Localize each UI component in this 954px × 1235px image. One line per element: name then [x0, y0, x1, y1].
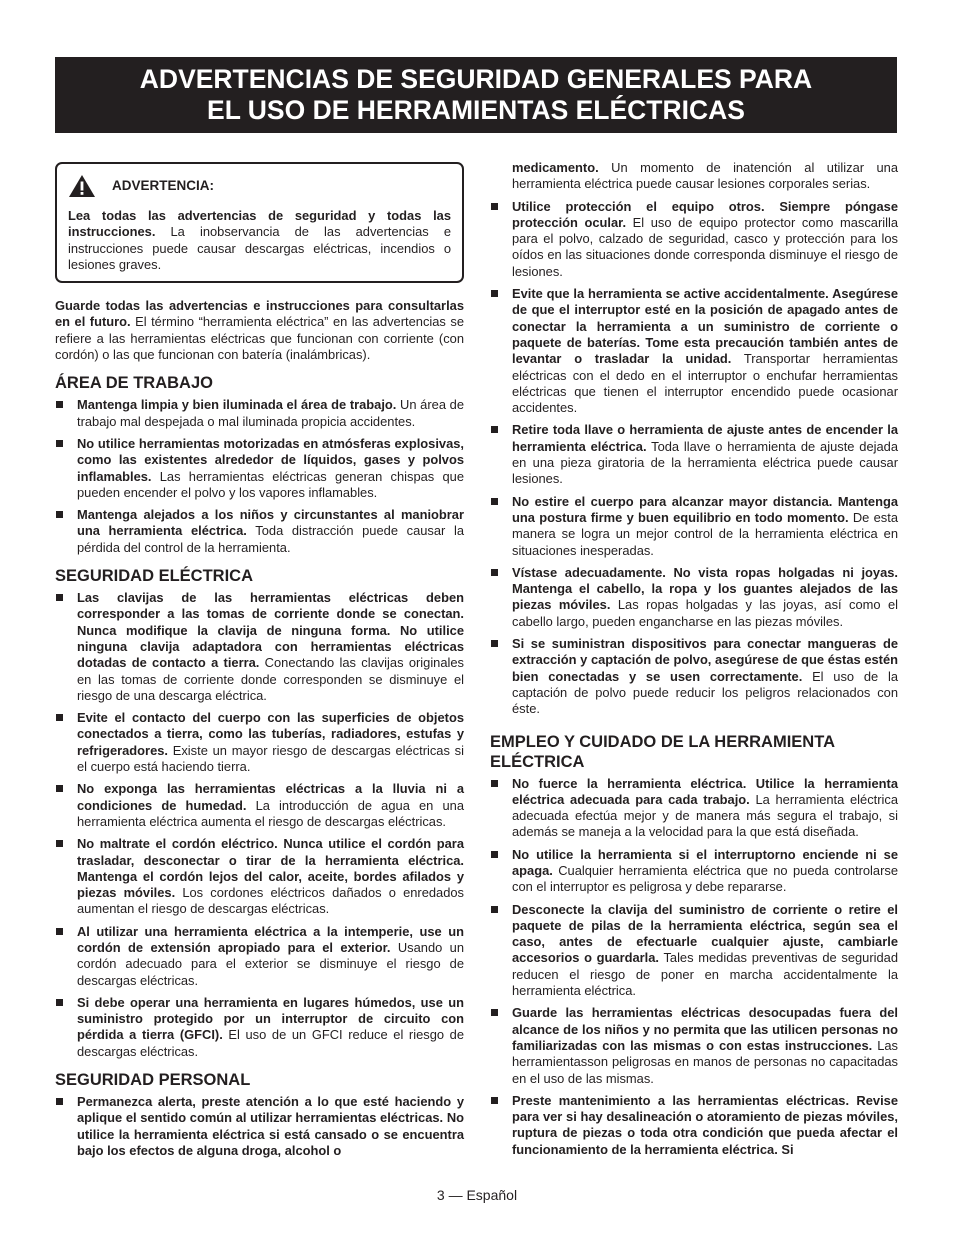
list-item: No utilice la herramienta si el interruptorno enciende ni se apaga. Cualquier herramienta eléctrica que no pueda controlarse con el interruptor es peligrosa y debe repararse. — [490, 847, 898, 896]
warning-box — [55, 162, 464, 283]
list-item: Al utilizar una herramienta eléctrica a la intemperie, use un cordón de extensión apropiado para el exterior. Usando un cordón adecuado para el exterior se disminuye el riesgo de descargas eléctricas. — [55, 924, 464, 989]
square-bullet-icon — [491, 569, 498, 576]
list-item: Mantenga alejados a los niños y circunstantes al maniobrar una herramienta eléctrica. Toda distracción puede causar la pérdida del control de la herramienta. — [55, 507, 464, 556]
intro-paragraph: Guarde todas las advertencias e instrucciones para consultarlas en el futuro. El término “herramienta eléctrica” en las advertencias se refiere a las herramientas eléctricas que funcionan con corriente (con cordón) o las que funcionan con batería (inalámbricas). — [55, 298, 464, 363]
personal-list — [55, 1094, 464, 1159]
list-item: Preste mantenimiento a las herramientas eléctricas. Revise para ver si hay desalineación o atoramiento de piezas móviles, ruptura de piezas o toda otra condición que pueda afectar el funcionamiento de la herramienta eléctrica. Si — [490, 1093, 898, 1158]
electrica-list — [55, 590, 464, 1060]
warning-triangle-icon — [68, 174, 96, 198]
list-item: Permanezca alerta, preste atención a lo que esté haciendo y aplique el sentido común al utilizar herramientas eléctricas. No utilice la herramienta eléctrica si está cansado o se encuentra bajo los efectos de alguna droga, alcohol o — [55, 1094, 464, 1159]
title-line-1: ADVERTENCIAS DE SEGURIDAD GENERALES PARA — [139, 64, 813, 94]
square-bullet-icon — [491, 426, 498, 433]
list-item: Mantenga limpia y bien iluminada el área de trabajo. Un área de trabajo mal despejada o mal iluminada propicia accidentes. — [55, 397, 464, 430]
square-bullet-icon — [56, 401, 63, 408]
square-bullet-icon — [56, 594, 63, 601]
square-bullet-icon — [491, 203, 498, 210]
page-title-banner — [55, 57, 897, 133]
empleo-list — [490, 776, 898, 1159]
list-item: No exponga las herramientas eléctricas a la lluvia ni a condiciones de humedad. La introducción de agua en una herramienta eléctrica aumenta el riesgo de descargas eléctricas. — [55, 781, 464, 830]
list-item: No fuerce la herramienta eléctrica. Utilice la herramienta eléctrica adecuada para cada trabajo. La herramienta eléctrica adecuada efectúa mejor y de manera más segura el trabajo, si además se maneja a la velocidad para la que está diseñada. — [490, 776, 898, 841]
square-bullet-icon — [56, 999, 63, 1006]
square-bullet-icon — [491, 1097, 498, 1104]
square-bullet-icon — [56, 511, 63, 518]
square-bullet-icon — [56, 714, 63, 721]
list-item: Guarde las herramientas eléctricas desocupadas fuera del alcance de los niños y no permita que las utilicen personas no familiarizadas con las mismas o con estas instrucciones. Las herramientasson peligrosas en manos de personas no capacitadas en el uso de las mismas. — [490, 1005, 898, 1086]
left-column — [55, 162, 464, 1165]
list-item: Si debe operar una herramienta en lugares húmedos, use un suministro protegido por un interruptor de circuito con pérdida a tierra (GFCI). El uso de un GFCI reduce el riesgo de descargas eléctricas. — [55, 995, 464, 1060]
right-column — [490, 160, 898, 1164]
square-bullet-icon — [491, 851, 498, 858]
list-item: No estire el cuerpo para alcanzar mayor distancia. Mantenga una postura firme y buen equilibrio en todo momento. De esta manera se logra un mejor control de la herramienta eléctrica en situaciones inesperadas. — [490, 494, 898, 559]
square-bullet-icon — [491, 780, 498, 787]
title-line-2: EL USO DE HERRAMIENTAS ELÉCTRICAS — [207, 95, 745, 125]
list-item: Vístase adecuadamente. No vista ropas holgadas ni joyas. Mantenga el cabello, la ropa y los guantes alejados de las piezas móviles. Las ropas holgadas y las joyas, así como el cabello largo, pueden engancharse en las piezas móviles. — [490, 565, 898, 630]
section-heading-area: ÁREA DE TRABAJO — [55, 374, 213, 393]
square-bullet-icon — [56, 1098, 63, 1105]
list-item: Retire toda llave o herramienta de ajuste antes de encender la herramienta eléctrica. Toda llave o herramienta de ajuste dejada en una pieza giratoria de la herramienta eléctrica puede causar lesiones. — [490, 422, 898, 487]
list-item: Si se suministran dispositivos para conectar mangueras de extracción y captación de polvo, asegúrese de que éstas estén bien conectadas y se usen correctamente. El uso de la captación de polvo puede reducir los peligros relacionados con éste. — [490, 636, 898, 717]
square-bullet-icon — [491, 290, 498, 297]
warning-header — [68, 174, 451, 198]
personal-list-right — [490, 199, 898, 718]
area-list — [55, 397, 464, 556]
page-footer: 3 — Español — [436, 1187, 518, 1203]
list-item: Utilice protección el equipo otros. Siempre póngase protección ocular. El uso de equipo protector como mascarilla para el polvo, calzado de seguridad, casco y protección para los oídos en las situaciones donde corresponda disminuye el riesgo de lesiones. — [490, 199, 898, 280]
list-item: Desconecte la clavija del suministro de corriente o retire el paquete de pilas de la herramienta eléctrica, según sea el caso, antes de efectuarle cualquier ajuste, cambiarle accesorios o guardarla. Tales medidas preventivas de seguridad reducen el riesgo de poner en marcha accidentalmente la herramienta eléctrica. — [490, 902, 898, 1000]
square-bullet-icon — [56, 440, 63, 447]
warning-text: Lea todas las advertencias de seguridad y todas las instrucciones. La inobservancia de las advertencias e instrucciones puede causar descargas eléctricas, incendios o lesiones graves. — [68, 208, 451, 272]
square-bullet-icon — [491, 906, 498, 913]
personal-continued — [490, 160, 898, 193]
list-item-continued: medicamento. Un momento de inatención al utilizar una herramienta eléctrica puede causar lesiones corporales serias. — [512, 160, 898, 192]
square-bullet-icon — [491, 1009, 498, 1016]
list-item: No maltrate el cordón eléctrico. Nunca utilice el cordón para trasladar, desconectar o tirar de la herramienta eléctrica. Mantenga el cordón lejos del calor, aceite, bordes afilados y piezas móviles. Los cordones eléctricos dañados o enredados aumentan el riesgo de descargas eléctricas. — [55, 836, 464, 917]
list-item: Evite el contacto del cuerpo con las superficies de objetos conectados a tierra, como las tuberías, radiadores, estufas y refrigeradores. Existe un mayor riesgo de descargas eléctricas si el cuerpo está haciendo tierra. — [55, 710, 464, 775]
section-heading-electrica: SEGURIDAD ELÉCTRICA — [55, 567, 254, 586]
square-bullet-icon — [56, 928, 63, 935]
square-bullet-icon — [491, 640, 498, 647]
list-item: Las clavijas de las herramientas eléctricas deben corresponder a las tomas de corriente donde se conectan. Nunca modifique la clavija de ninguna forma. No utilice ninguna clavija adaptadora con herramientas eléctricas dotadas de contacto a tierra. Conectando las clavijas originales en las tomas de corriente donde corresponden se disminuye el riesgo de una descarga eléctrica. — [55, 590, 464, 704]
list-item: Evite que la herramienta se active accidentalmente. Asegúrese de que el interruptor esté en la posición de apagado antes de conectar la herramienta a un suministro de corriente o paquete de baterías. Tome esta precaución también antes de levantar o trasladar la unidad. Transportar herramientas eléctricas con el dedo en el interruptor o enchufar herramientas eléctricas que tienen el interruptor encendido puede ocasionar accidentes. — [490, 286, 898, 416]
square-bullet-icon — [56, 785, 63, 792]
warning-title: ADVERTENCIA: — [112, 177, 215, 193]
square-bullet-icon — [491, 498, 498, 505]
square-bullet-icon — [56, 840, 63, 847]
section-heading-personal: SEGURIDAD PERSONAL — [55, 1071, 251, 1090]
list-item: No utilice herramientas motorizadas en atmósferas explosivas, como las existentes alrededor de líquidos, gases y polvos inflamables. Las herramientas eléctricas generan chispas que pueden encender el polvo y los vapores inflamables. — [55, 436, 464, 501]
section-heading-empleo: EMPLEO Y CUIDADO DE LA HERRAMIENTA ELÉCTRICA — [490, 732, 835, 771]
